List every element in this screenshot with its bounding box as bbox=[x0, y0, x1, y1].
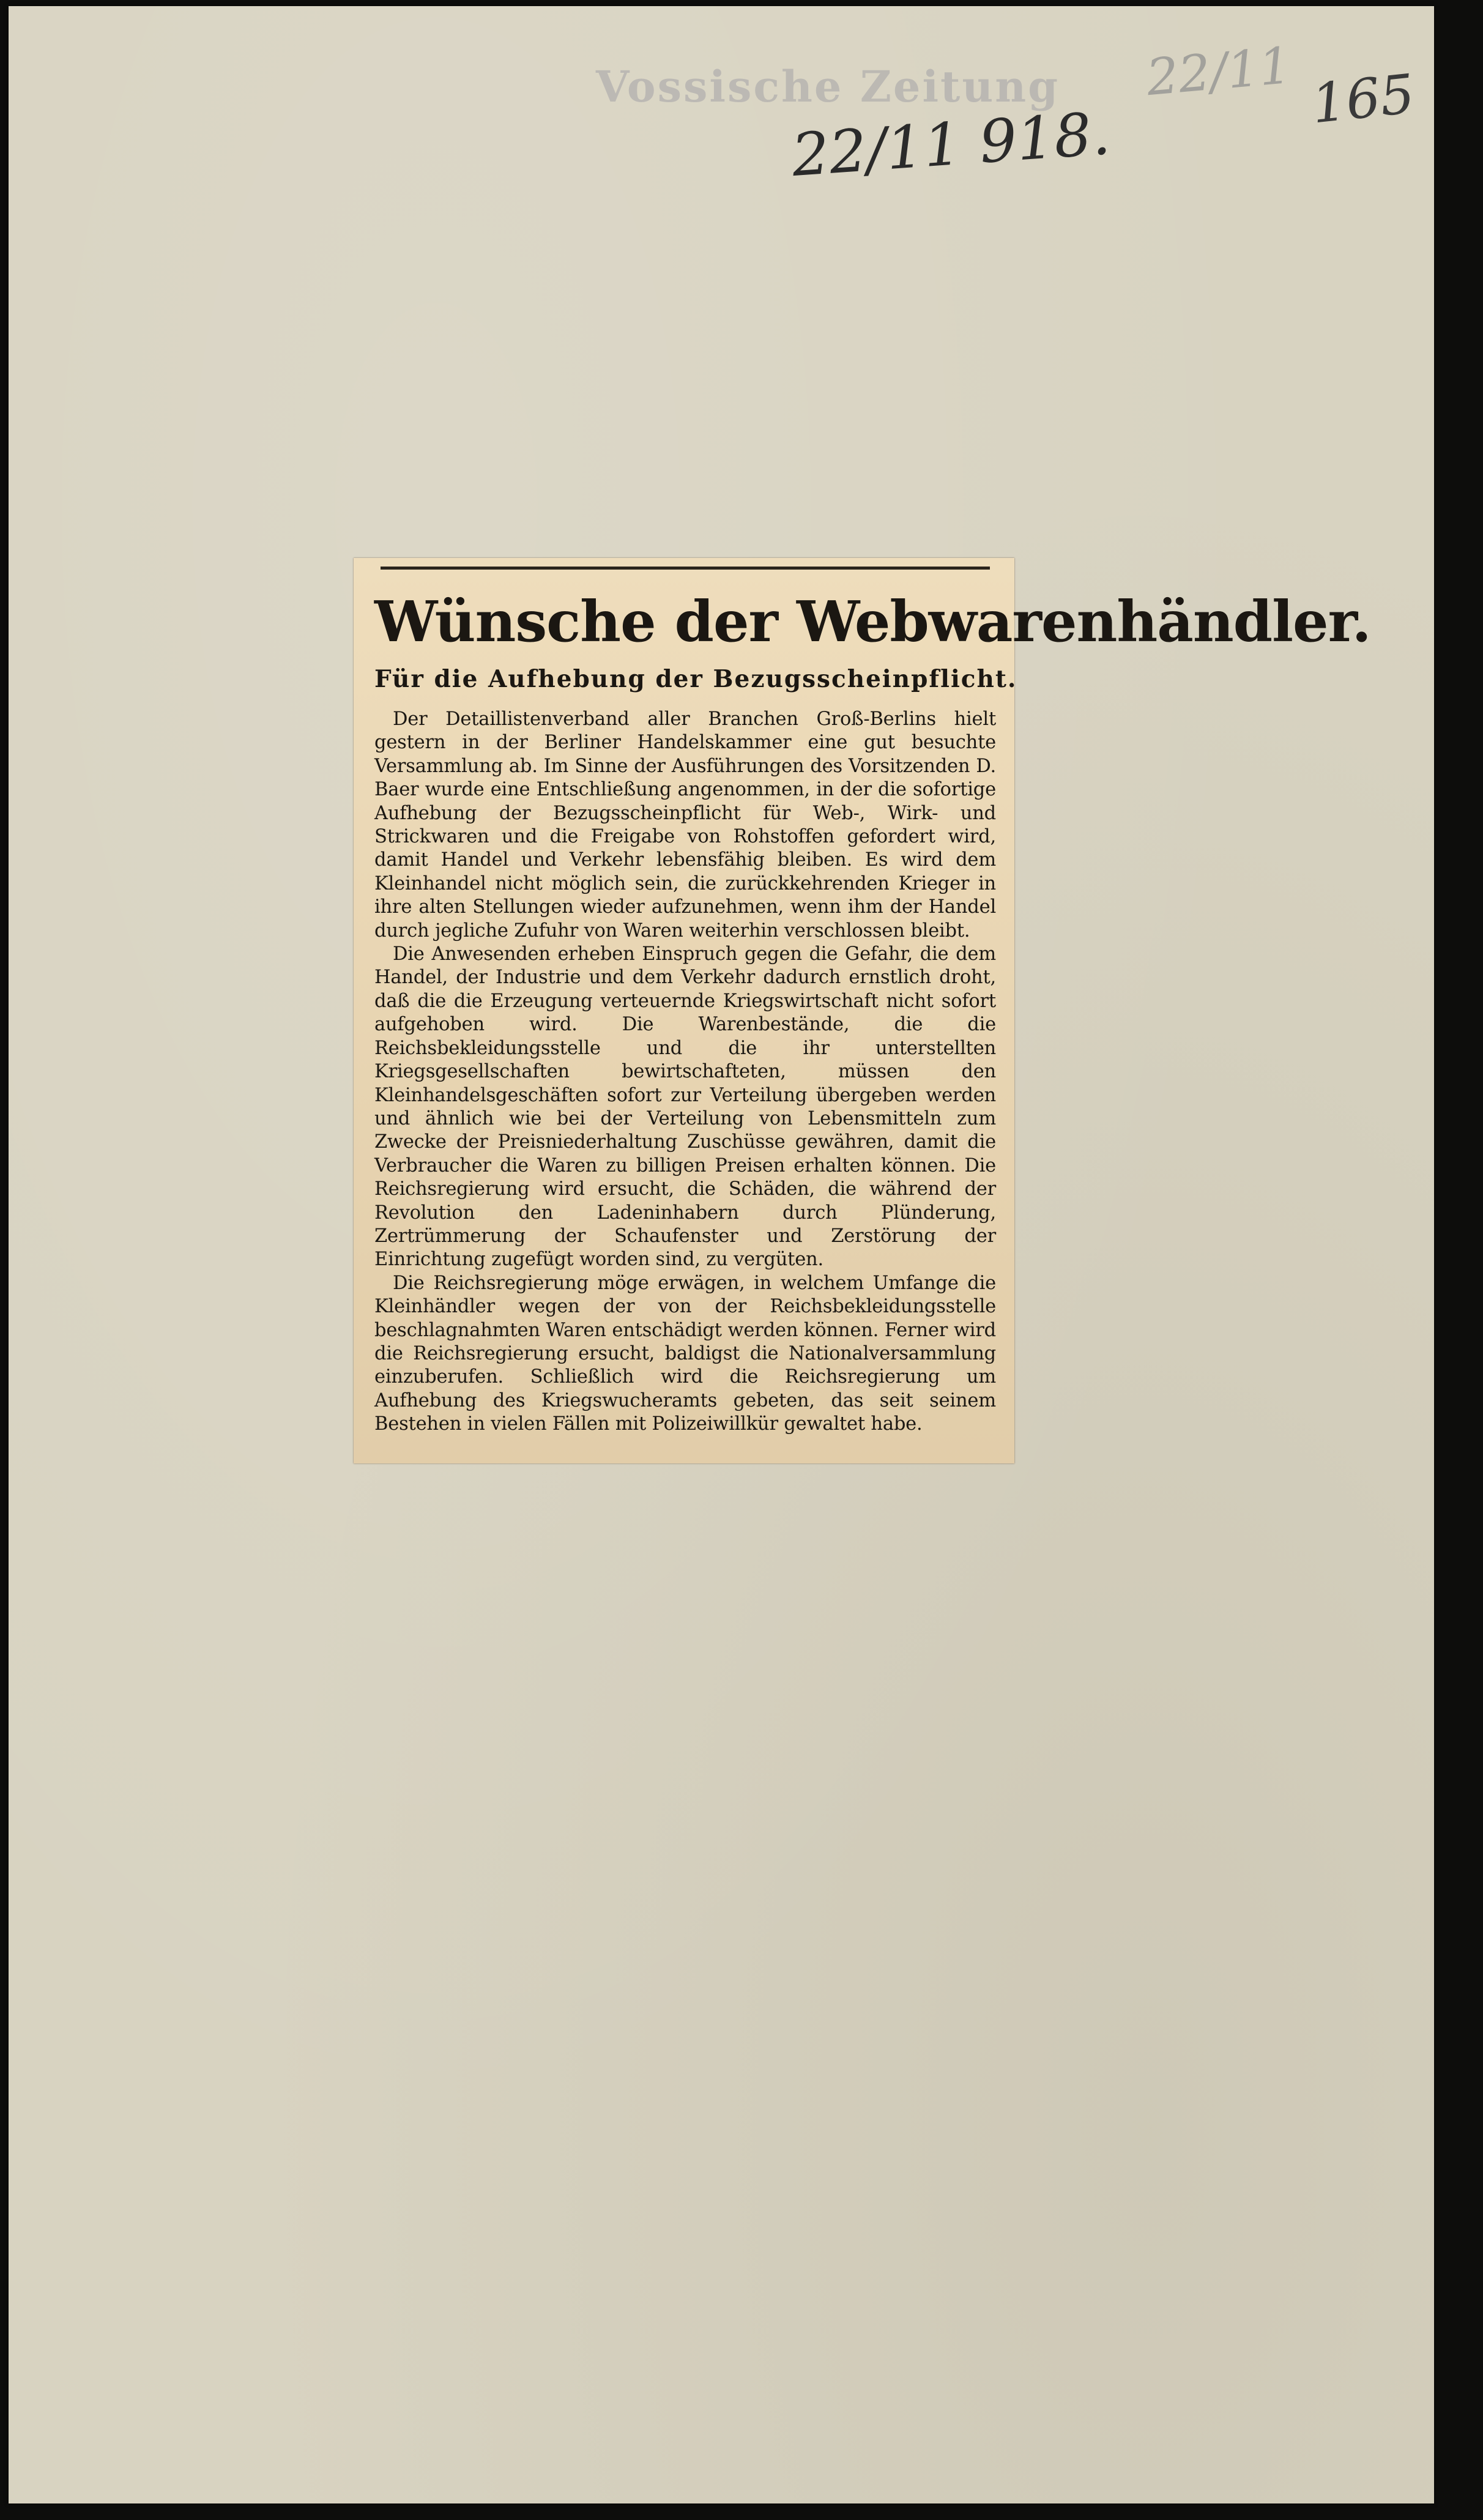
top-rule bbox=[381, 567, 990, 570]
folio-number: 165 bbox=[1309, 62, 1418, 136]
article-body bbox=[374, 708, 996, 1437]
newspaper-clipping bbox=[354, 558, 1371, 1463]
newspaper-stamp: Vossische Zeitung bbox=[596, 61, 1060, 112]
article-paragraph-1: Der Detaillistenverband aller Branchen Groß-Berlins hielt gestern in der Berliner Handelskammer eine gut besuchte Versammlung ab. Im Sinne der Ausführungen des Vorsitzenden D. Baer wurde eine Entschließung angenommen, in der die sofortige Aufhebung der Bezugsscheinpflicht für Web-, Wirk- und Strickwaren und die Freigabe von Rohstoffen gefordert wird, damit Handel und Verkehr lebensfähig bleiben. Es wird dem Kleinhandel nicht möglich sein, die zurückkehrenden Krieger in ihre alten Stellungen wieder aufzunehmen, wenn ihm der Handel durch jegliche Zufuhr von Waren weiterhin verschlossen bleibt. bbox=[374, 708, 996, 942]
article-subheadline: Für die Aufhebung der Bezugsscheinpflicht. bbox=[374, 665, 1017, 693]
handwritten-date: 22/11 918. bbox=[789, 98, 1113, 190]
pencil-date: 22/11 bbox=[1144, 36, 1294, 108]
article-paragraph-3: Die Reichsregierung möge erwägen, in welchem Umfange die Kleinhändler wegen der von der Reichsbekleidungsstelle beschlagnahmten Waren entschädigt werden können. Ferner wird die Reichsregierung ersucht, baldigst die Nationalversammlung einzuberufen. Schließlich wird die Reichsregierung um Aufhebung des Kriegswucheramts gebeten, das seit seinem Bestehen in vielen Fällen mit Polizeiwillkür gewaltet habe. bbox=[374, 1272, 996, 1435]
article-headline: Wünsche der Webwarenhändler. bbox=[374, 589, 1371, 655]
article-paragraph-2: Die Anwesenden erheben Einspruch gegen die Gefahr, die dem Handel, der Industrie und dem Verkehr dadurch ernstlich droht, daß die die Erzeugung verteuernde Kriegswirtschaft nicht sofort aufgehoben wird. Die Warenbestände, die die Reichsbekleidungsstelle und die ihr unterstellten Kriegsgesellschaften bewirtschafteten, müssen den Kleinhandelsgeschäften sofort zur Verteilung übergeben werden und ähnlich wie bei der Verteilung von Lebensmitteln zum Zwecke der Preisniederhaltung Zuschüsse gewähren, damit die Verbraucher die Waren zu billigen Preisen erhalten können. Die Reichsregierung wird ersucht, die Schäden, die während der Revolution den Ladeninhabern durch Plünderung, Zertrümmerung der Schaufenster und Zerstörung der Einrichtung zugefügt worden sind, zu vergüten. bbox=[374, 943, 996, 1271]
